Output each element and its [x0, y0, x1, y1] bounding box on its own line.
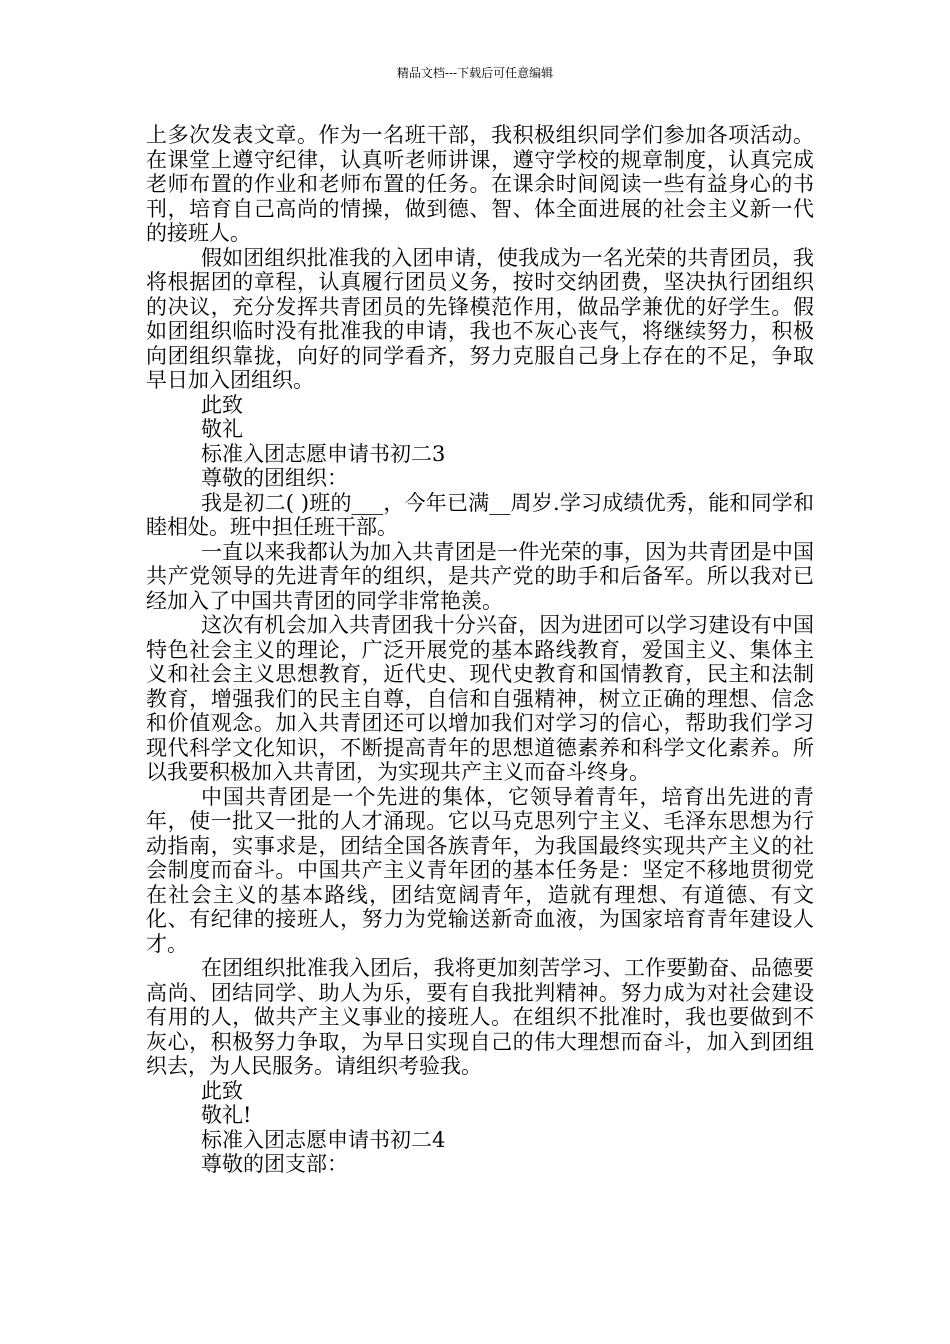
paragraph-continuation: 上多次发表文章。作为一名班干部，我积极组织同学们参加各项活动。在课堂上遵守纪律，认真听老师讲课，遵守学校的规章制度，认真完成老师布置的作业和老师布置的任务。在课余时间阅读一些有益身心的书刊，培育自己高尚的情操，做到德、智、体全面进展的社会主义新一代的接班人。	[146, 123, 814, 245]
document-body	[146, 123, 814, 1177]
salutation-2: 尊敬的团支部：	[201, 1152, 348, 1176]
section-title-3: 标准入团志愿申请书初二3	[201, 441, 446, 466]
page-header: 精品文档---下载后可任意编辑	[396, 66, 554, 80]
closing-cizhi: 此致	[201, 392, 243, 417]
paragraph-commitment: 在团组织批准我入团后，我将更加刻苦学习、工作要勤奋、品德要高尚、团结同学、助人为乐，要有自我批判精神。努力成为对社会建设有用的人，做共产主义事业的接班人。在组织不批准时，我也要做到不灰心，积极努力争取，为早日实现自己的伟大理想而奋斗，加入到团组织去，为人民服务。请组织考验我。	[146, 956, 814, 1078]
closing-jingli: 敬礼	[201, 417, 243, 441]
paragraph-intro: 我是初二( )班的___，今年已满__周岁.学习成绩优秀，能和同学和睦相处。班中担任班干部。	[146, 490, 814, 539]
salutation: 尊敬的团组织：	[201, 466, 348, 490]
closing-cizhi-2: 此致	[201, 1078, 243, 1103]
paragraph-pledge: 假如团组织批准我的入团申请，使我成为一名光荣的共青团员，我将根据团的章程，认真履行团员义务，按时交纳团费，坚决执行团组织的决议，充分发挥共青团员的先锋模范作用，做品学兼优的好学生。假如团组织临时没有批准我的申请，我也不灰心丧气，将继续努力，积极向团组织靠拢，向好的同学看齐，努力克服自己身上存在的不足，争取早日加入团组织。	[146, 245, 814, 392]
section-title-4: 标准入团志愿申请书初二4	[201, 1127, 446, 1152]
closing-jingli-2: 敬礼!	[201, 1103, 252, 1127]
paragraph-league-description: 中国共青团是一个先进的集体，它领导着青年，培育出先进的青年，使一批又一批的人才涌现。它以马克思列宁主义、毛泽东思想为行动指南，实事求是，团结全国各族青年，为我国最终实现共产主义的社会制度而奋斗。中国共产主义青年团的基本任务是：坚定不移地贯彻党在社会主义的基本路线，团结宽阔青年，造就有理想、有道德、有文化、有纪律的接班人，努力为党输送新奇血液，为国家培育青年建设人才。	[146, 784, 814, 956]
paragraph-benefits: 这次有机会加入共青团我十分兴奋，因为进团可以学习建设有中国特色社会主义的理论，广泛开展党的基本路线教育，爱国主义、集体主义和社会主义思想教育，近代史、现代史教育和国情教育，民主和法制教育，增强我们的民主自尊，自信和自强精神，树立正确的理想、信念和价值观念。加入共青团还可以增加我们对学习的信心，帮助我们学习现代科学文化知识，不断提高青年的思想道德素养和科学文化素养。所以我要积极加入共青团，为实现共产主义而奋斗终身。	[146, 613, 814, 784]
paragraph-motivation: 一直以来我都认为加入共青团是一件光荣的事，因为共青团是中国共产党领导的先进青年的组织，是共产党的助手和后备军。所以我对已经加入了中国共青团的同学非常艳羡。	[146, 539, 814, 613]
